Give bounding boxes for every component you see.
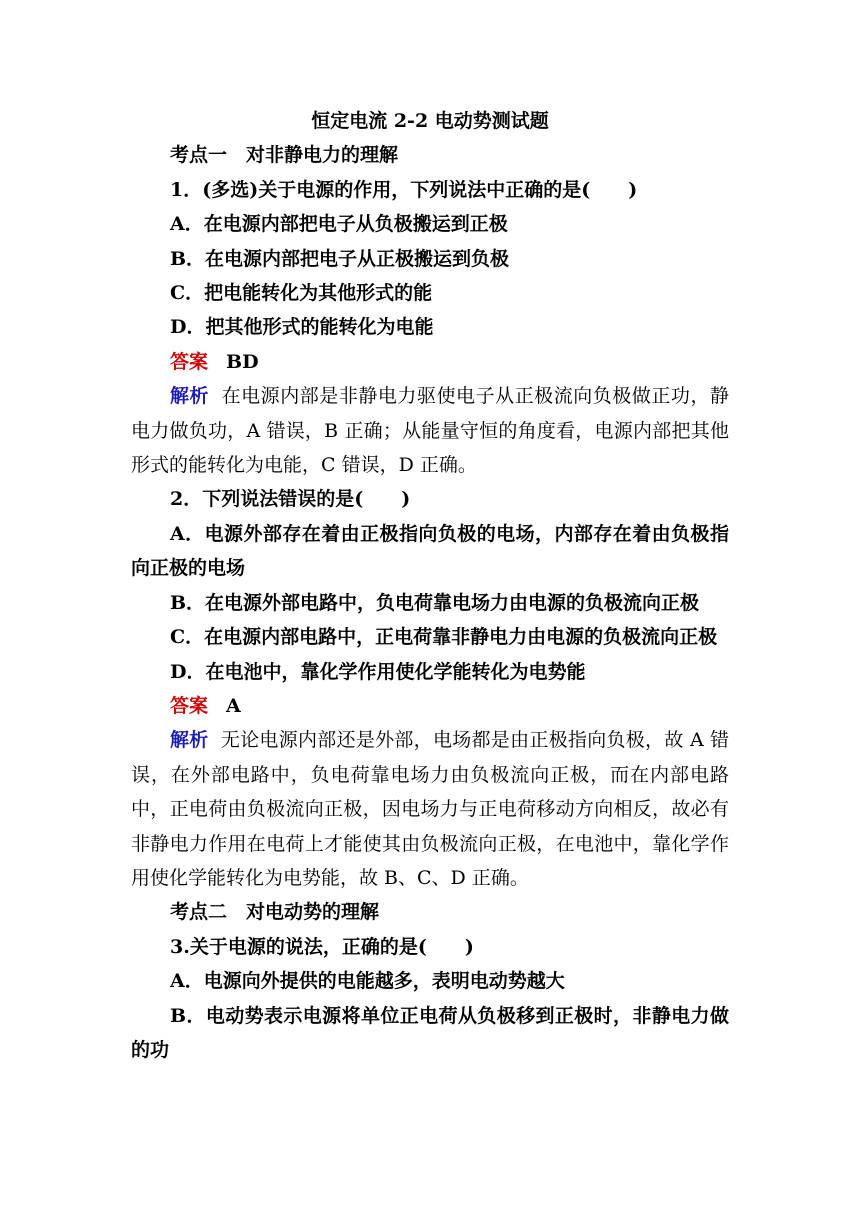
section-heading-1: 考点一 对非静电力的理解 (170, 144, 399, 167)
question-2-option-d: D．在电池中，靠化学作用使化学能转化为电势能 (170, 660, 586, 683)
analysis-text: 在电源内部是非静电力驱使电子从正极流向负极做正功，静电力做负功，A 错误，B 正确；从能量守恒的角度看，电源内部把其他形式的能转化为电能，C 错误，D 正确。 (131, 385, 729, 477)
question-1-answer (131, 345, 729, 379)
question-1-option-b: B．在电源内部把电子从正极搬运到负极 (170, 247, 510, 270)
question-2-answer (131, 689, 729, 723)
analysis-text: 无论电源内部还是外部，电场都是由正极指向负极，故 A 错误，在外部电路中，负电荷靠电场力由负极流向正极，而在内部电路中，正电荷由负极流向正极，因电场力与正电荷移动方向相反，故必有非静电力作用在电荷上才能使其由负极流向正极，在电池中，靠化学作用使化学能转化为电势能，故 B、C、D 正确。 (131, 729, 729, 889)
question-2-analysis (131, 723, 729, 895)
answer-value: A (226, 694, 241, 717)
question-2-stem: 2．下列说法错误的是( ) (170, 488, 411, 511)
question-2-option-b: B．在电源外部电路中，负电荷靠电场力由电源的负极流向正极 (170, 591, 700, 614)
question-1-option-d: D．把其他形式的能转化为电能 (170, 316, 434, 339)
question-3-option-a: A．电源向外提供的电能越多，表明电动势越大 (170, 970, 565, 993)
question-3-stem: 3.关于电源的说法，正确的是( ) (170, 935, 474, 958)
answer-value: BD (226, 350, 259, 373)
question-2-option-c: C．在电源内部电路中，正电荷靠非静电力由电源的负极流向正极 (170, 626, 718, 649)
answer-label: 答案 (170, 694, 209, 717)
question-1-stem: 1．(多选)关于电源的作用，下列说法中正确的是( ) (170, 178, 638, 201)
analysis-label: 解析 (170, 385, 210, 408)
question-3-option-b: B．电动势表示电源将单位正电荷从负极移到正极时，非静电力做的功 (131, 1004, 729, 1061)
page-title: 恒定电流 2-2 电动势测试题 (311, 110, 549, 132)
question-1-option-c: C．把电能转化为其他形式的能 (170, 282, 433, 305)
question-1-analysis (131, 379, 729, 482)
answer-label: 答案 (170, 350, 209, 373)
question-2-option-a: A．电源外部存在着由正极指向负极的电场，内部存在着由负极指向正极的电场 (131, 522, 729, 580)
analysis-label: 解析 (170, 729, 209, 752)
section-heading-2: 考点二 对电动势的理解 (170, 901, 380, 924)
question-1-option-a: A．在电源内部把电子从负极搬运到正极 (170, 213, 508, 236)
